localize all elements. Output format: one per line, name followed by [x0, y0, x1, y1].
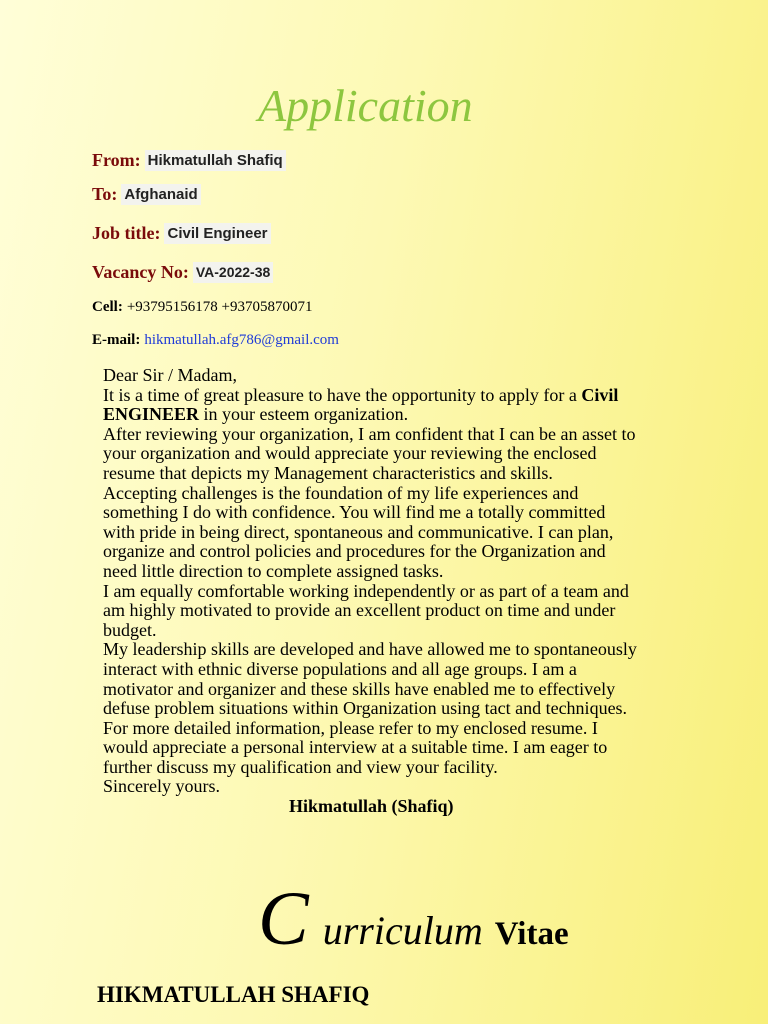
to-field: [92, 183, 201, 205]
vacancy-field: [92, 261, 273, 283]
letter-line: [103, 386, 637, 406]
letter-line: would appreciate a personal interview at a suitable time. I am eager to: [103, 737, 608, 758]
cv-candidate-name: HIKMATULLAH SHAFIQ: [97, 982, 370, 1007]
letter-line: your organization and would appreciate your reviewing the enclosed: [103, 443, 597, 464]
letter-line: need little direction to complete assigned tasks.: [103, 560, 444, 581]
letter-line: with pride in being direct, spontaneous and communicative. I can plan,: [103, 521, 614, 542]
vacancy-value: VA-2022-38: [193, 262, 273, 283]
job-title-field: [92, 222, 271, 244]
letter-line: resume that depicts my Management characteristics and skills.: [103, 462, 553, 483]
letter-line: For more detailed information, please refer to my enclosed resume. I: [103, 717, 598, 738]
job-title-value: Civil Engineer: [164, 223, 270, 244]
cv-heading-initial: C: [258, 877, 309, 961]
email-label: E-mail:: [92, 332, 141, 348]
letter-line: organize and control policies and procedures for the Organization and: [103, 541, 606, 562]
letter-line: Accepting challenges is the foundation of my life experiences and: [103, 482, 579, 503]
letter-line: defuse problem situations within Organization using tact and techniques.: [103, 698, 628, 719]
email-field: [92, 330, 339, 350]
letter-line: am highly motivated to provide an excellent product on time and under: [103, 600, 616, 621]
email-link[interactable]: hikmatullah.afg786@gmail.com: [144, 332, 339, 348]
letter-line: My leadership skills are developed and have allowed me to spontaneously: [103, 639, 637, 660]
cell-label: Cell:: [92, 299, 123, 315]
cell-field: [92, 297, 313, 317]
cv-heading-curriculum: urriculum: [322, 908, 483, 953]
letter-text: in your esteem organization.: [199, 404, 409, 425]
cv-heading: [258, 877, 569, 961]
letter-line: budget.: [103, 619, 157, 640]
from-label: From:: [92, 150, 141, 170]
letter-line: After reviewing your organization, I am confident that I can be an asset to: [103, 423, 636, 444]
letter-body: [103, 366, 637, 797]
application-title: Application: [258, 80, 473, 131]
job-title-label: Job title:: [92, 223, 161, 243]
emphasis-text: Civil: [581, 384, 619, 405]
letter-line: further discuss my qualification and view your facility.: [103, 756, 498, 777]
cell-value: +93795156178 +93705870071: [126, 299, 313, 315]
letter-line: [103, 405, 637, 425]
cv-heading-vitae: Vitae: [494, 916, 569, 952]
to-label: To:: [92, 184, 118, 204]
letter-text: It is a time of great pleasure to have the opportunity to apply for a: [103, 384, 582, 405]
letter-line: motivator and organizer and these skills have enabled me to effectively: [103, 678, 616, 699]
letter-line: I am equally comfortable working independently or as part of a team and: [103, 580, 629, 601]
vacancy-label: Vacancy No:: [92, 262, 189, 282]
letter-line: something I do with confidence. You will find me a totally committed: [103, 502, 606, 523]
salutation: Dear Sir / Madam,: [103, 365, 237, 385]
closing: Sincerely yours.: [103, 776, 220, 797]
from-value: Hikmatullah Shafiq: [145, 150, 286, 171]
signature: Hikmatullah (Shafiq): [289, 796, 454, 816]
to-value: Afghanaid: [121, 184, 200, 205]
from-field: [92, 149, 286, 171]
emphasis-text: ENGINEER: [103, 404, 200, 425]
letter-line: interact with ethnic diverse populations and all age groups. I am a: [103, 658, 577, 679]
